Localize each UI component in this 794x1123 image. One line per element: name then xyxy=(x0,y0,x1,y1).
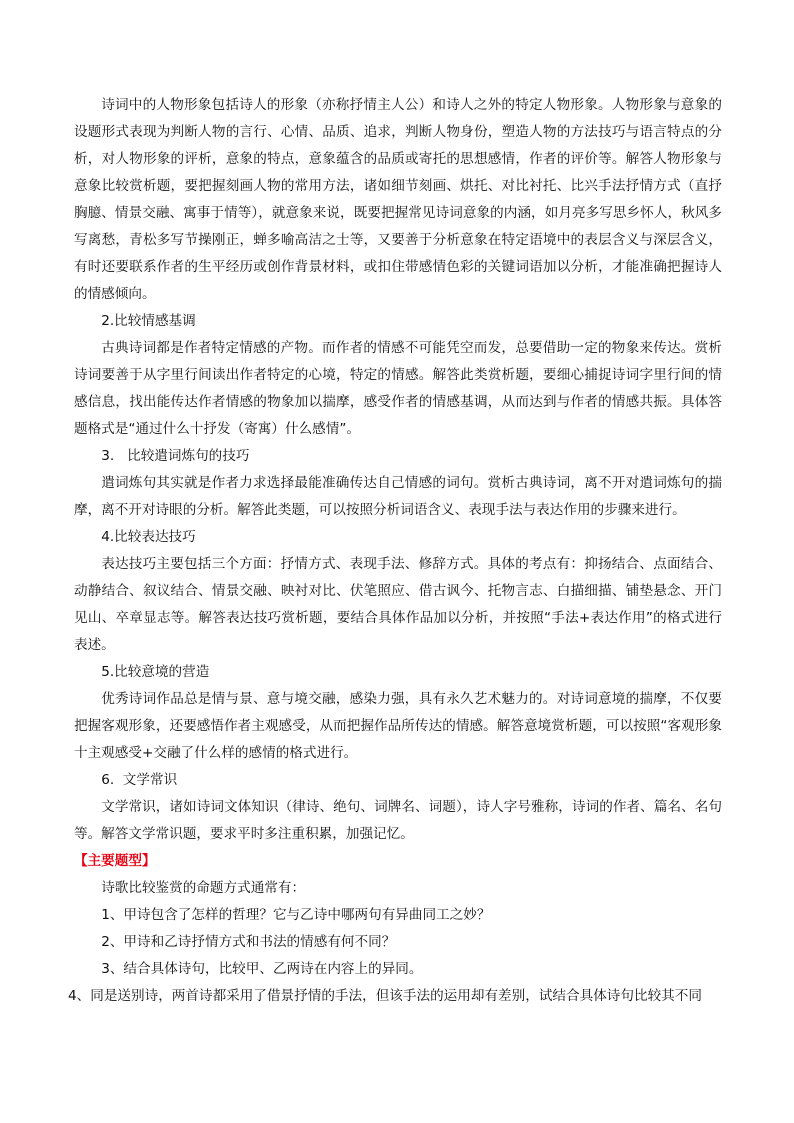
question-type-item: 1、甲诗包含了怎样的哲理？它与乙诗中哪两句有异曲同工之妙？ xyxy=(101,907,491,923)
section-heading-artistic-conception: 5.比较意境的营造 xyxy=(101,664,210,680)
section-body-wording: 遣词炼句其实就是作者力求选择最能准确传达自己情感的词句。赏析古典诗词，离不开对遣词炼句的揣摩，离不开对诗眼的分析。解答此类题，可以按照分析词语含义、表现手法与表达作用的步骤来进行。 xyxy=(74,475,722,518)
section-body-technique: 表达技巧主要包括三个方面：抒情方式、表现手法、修辞方式。具体的考点有：抑扬结合、点面结合、动静结合、叙议结合、情景交融、映衬对比、伏笔照应、借古讽今、托物言志、白描细描、铺垫悬念、开门见山、卒章显志等。解答表达技巧赏析题，要结合具体作品加以分析，并按照“手法+表达作用”的格式进行表述。 xyxy=(74,556,722,653)
question-type-item: 4、同是送别诗，两首诗都采用了借景抒情的手法，但该手法的运用却有差别，试结合具体诗句比较其不同 xyxy=(68,988,702,1004)
section-body-artistic-conception: 优秀诗词作品总是情与景、意与境交融，感染力强，具有永久艺术魅力的。对诗词意境的揣摩，不仅要把握客观形象，还要感悟作者主观感受，从而把握作品所传达的情感。解答意境赏析题，可以按照“客观形象十主观感受+交融了什么样的感情的格式进行。 xyxy=(74,691,722,761)
section-heading-literary-knowledge: 6. 文学常识 xyxy=(101,772,178,788)
question-type-item: 2、甲诗和乙诗抒情方式和书法的情感有何不同？ xyxy=(101,934,396,950)
section-heading-emotion: 2.比较情感基调 xyxy=(101,313,196,329)
document-body xyxy=(68,92,722,1010)
section-body-literary-knowledge: 文学常识，诸如诗词文体知识（律诗、绝句、词牌名、词题），诗人字号雅称，诗词的作者、篇名、名句等。解答文学常识题，要求平时多注重积累，加强记忆。 xyxy=(74,799,722,842)
section-heading-technique: 4.比较表达技巧 xyxy=(101,529,196,545)
main-types-tag: 【主要题型】 xyxy=(74,853,156,869)
section-body-emotion: 古典诗词都是作者特定情感的产物。而作者的情感不可能凭空而发，总要借助一定的物象来传达。赏析诗词要善于从字里行间读出作者特定的心境，特定的情感。解答此类赏析题，要细心捕捉诗词字里行间的情感信息，找出能传达作者情感的物象加以揣摩，感受作者的情感基调，从而达到与作者的情感共振。具体答题格式是“通过什么十抒发（寄寓）什么感情”。 xyxy=(74,340,722,437)
section-heading-wording: 3. 比较遣词炼句的技巧 xyxy=(101,448,250,464)
main-types-lead: 诗歌比较鉴赏的命题方式通常有： xyxy=(101,880,306,896)
intro-paragraph: 诗词中的人物形象包括诗人的形象（亦称抒情主人公）和诗人之外的特定人物形象。人物形象与意象的设题形式表现为判断人物的言行、心情、品质、追求，判断人物身份，塑造人物的方法技巧与语言特点的分析，对人物形象的评析，意象的特点，意象蕴含的品质或寄托的思想感情，作者的评价等。解答人物形象与意象比较赏析题，要把握刻画人物的常用方法，诸如细节刻画、烘托、对比衬托、比兴手法抒情方式（直抒胸臆、情景交融、寓事于情等），就意象来说，既要把握常见诗词意象的内涵，如月亮多写思乡怀人，秋风多写离愁，青松多写节操刚正，蝉多喻高洁之士等，又要善于分析意象在特定语境中的表层含义与深层含义，有时还要联系作者的生平经历或创作背景材料，或扣住带感情色彩的关键词语加以分析，才能准确把握诗人的情感倾向。 xyxy=(74,97,722,302)
question-type-item: 3、结合具体诗句，比较甲、乙两诗在内容上的异同。 xyxy=(101,961,423,977)
